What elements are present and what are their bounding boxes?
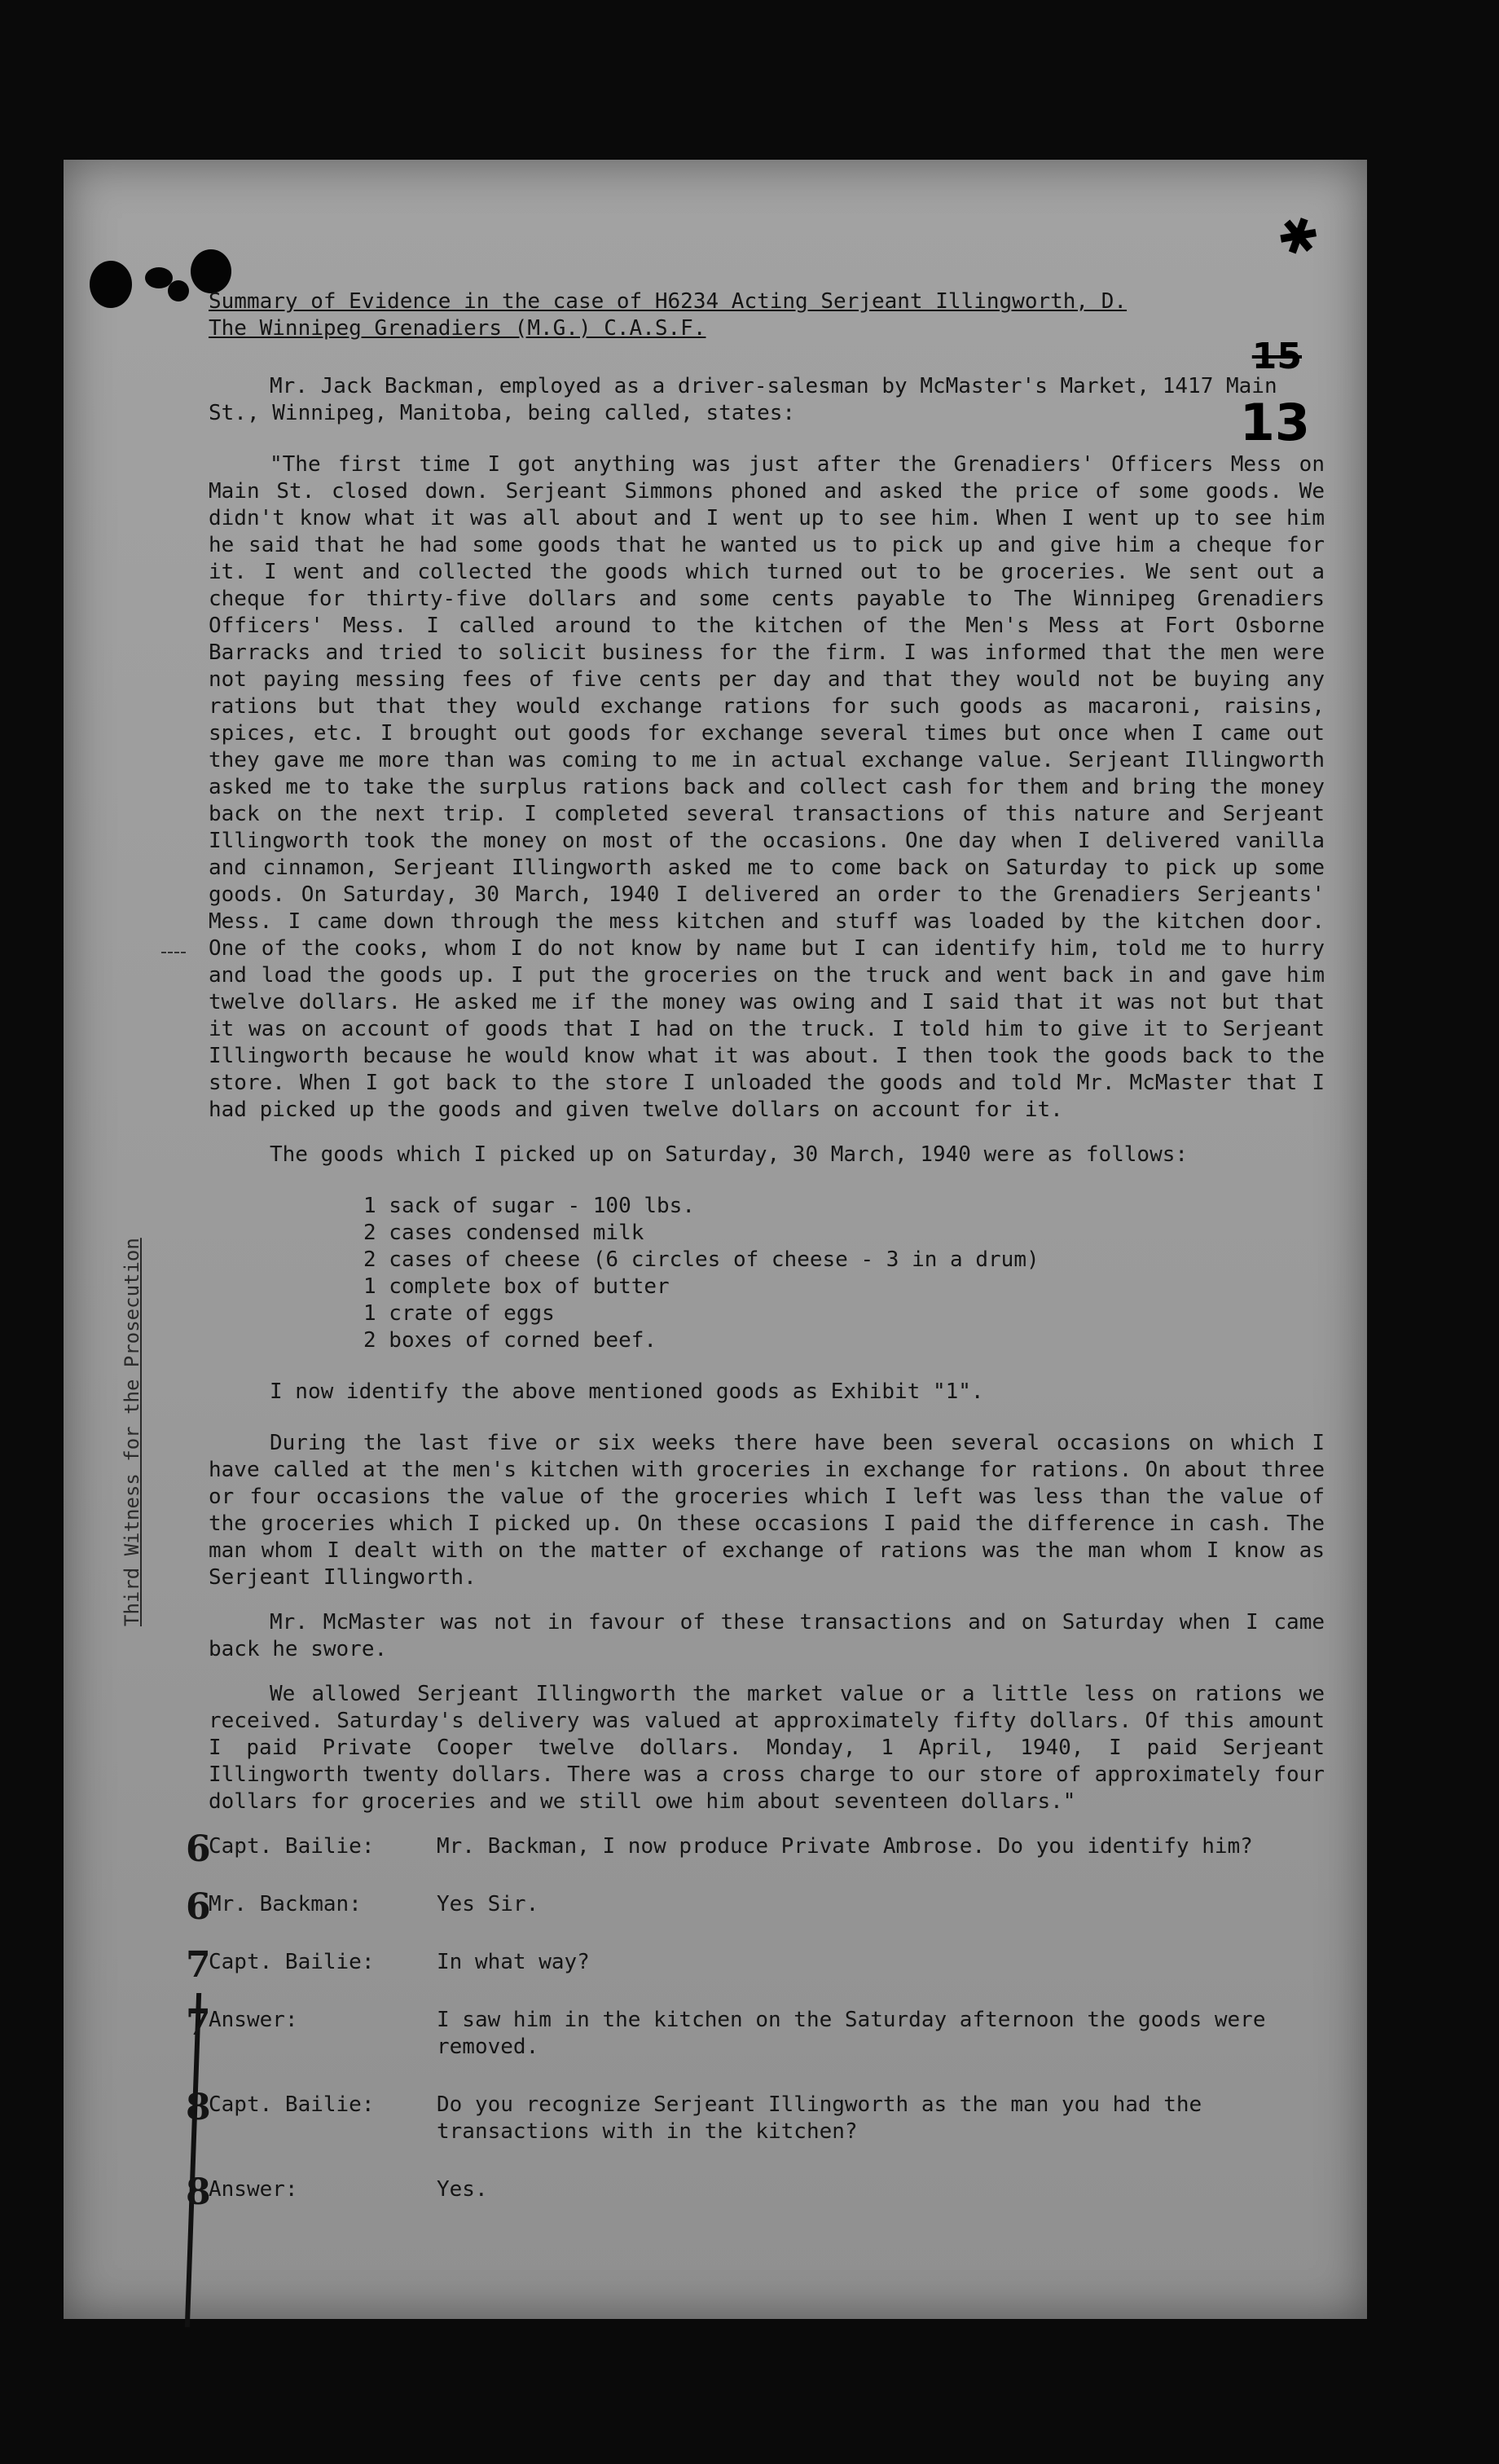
qa-speaker: Answer: [209,2008,298,2032]
margin-tick [161,952,186,953]
list-item: 2 cases of cheese (6 circles of cheese - 3 in a drum) [363,1247,1040,1272]
document-body [186,288,1325,2234]
document-title [209,288,1325,342]
qa-row [186,2171,1325,2213]
handwritten-star-mark: ✱ [1268,203,1327,271]
paragraph-payments: We allowed Serjeant Illingworth the market value or a little less on rations we received. Saturday's delivery was valued at approximately fifty dollars. Of this amount I paid Private Cooper twelve dollars. Monday, 1 April, 1940, I paid Serjeant Illingworth twenty dollars. There was a cross charge to our store of approximately four dollars for groceries and we still owe him about seventeen dollars." [209,1682,1325,1814]
title-line-2: The Winnipeg Grenadiers (M.G.) C.A.S.F. [209,316,706,341]
qa-text: Yes. [437,2177,488,2202]
side-note-text: Third Witness for the Prosecution [121,1238,143,1626]
goods-intro: The goods which I picked up on Saturday, 30 March, 1940 were as follows: [270,1142,1189,1167]
list-item: 1 sack of sugar - 100 lbs. [363,1194,695,1218]
exhibit-identification: I now identify the above mentioned goods as Exhibit "1". [270,1379,984,1404]
side-note [121,1040,153,1626]
qa-text: Do you recognize Serjeant Illingworth as the man you had the transactions with in the kitchen? [437,2092,1202,2144]
folio-number: 13 [1239,393,1310,452]
qa-speaker: Answer: [209,2177,298,2202]
list-item: 2 boxes of corned beef. [363,1328,657,1353]
qa-speaker: Capt. Bailie: [209,2092,375,2117]
handwritten-question-number: 7 [186,1944,211,1986]
handwritten-question-number: 7 [186,2002,211,2044]
qa-row [186,2002,1325,2061]
punch-hole [90,261,132,308]
qa-row [186,1886,1325,1928]
struck-folio-number: 15 [1251,336,1302,377]
punch-hole [168,280,189,301]
handwritten-question-number: 8 [186,2087,211,2128]
qa-speaker: Mr. Backman: [209,1892,362,1916]
witness-intro: Mr. Jack Backman, employed as a driver-salesman by McMaster's Market, 1417 Main St., Winnipeg, Manitoba, being called, states: [209,374,1277,425]
qa-row [186,1828,1325,1870]
goods-list [363,1193,1325,1354]
paragraph-mcmaster: Mr. McMaster was not in favour of these transactions and on Saturday when I came back he swore. [209,1610,1325,1661]
examination-transcript [186,1828,1325,2213]
qa-row [186,1944,1325,1986]
qa-text: In what way? [437,1950,590,1974]
witness-statement: "The first time I got anything was just after the Grenadiers' Officers Mess on Main St. closed down. Serjeant Simmons phoned and asked the price of some goods. We didn't know what it was all about and I went up to see him. When I went up to see him he said that he had some goods that he wanted us to pick up and give him a cheque for it. I went and collected the goods which turned out to be groceries. We sent out a cheque for thirty-five dollars and some cents payable to The Winnipeg Grenadiers Officers' Mess. I called around to the kitchen of the Men's Mess at Fort Osborne Barracks and tried to solicit business for the firm. I was informed that the men were not paying messing fees of five cents per day and that they would not be buying any rations but that they would exchange rations for such goods as macaroni, raisins, spices, etc. I brought out goods for exchange several times but once when I came out they gave me more than was coming to me in actual exchange value. Serjeant Illingworth asked me to take the surplus rations back and collect cash for them and bring the money back on the next trip. I completed several transactions of this nature and Serjeant Illingworth took the money on most of the occasions. One day when I delivered vanilla and cinnamon, Serjeant Illingworth asked me to come back on Saturday to pick up some goods. On Saturday, 30 March, 1940 I delivered an order to the Grenadiers Serjeants' Mess. I came down through the mess kitchen and stuff was loaded by the kitchen door. One of the cooks, whom I do not know by name but I can identify him, told me to hurry and load the goods up. I put the groceries on the truck and went back in and gave him twelve dollars. He asked me if the money was owing and I said that it was not but that it was on account of goods that I had on the truck. I told him to give it to Serjeant Illingworth because he would know what it was about. I then took the goods back to the store. When I got back to the store I unloaded the goods and told Mr. McMaster that I had picked up the goods and given twelve dollars on account for it. [209,452,1325,1122]
list-item: 1 crate of eggs [363,1301,555,1326]
qa-text: Yes Sir. [437,1892,539,1916]
list-item: 1 complete box of butter [363,1274,670,1299]
qa-text: I saw him in the kitchen on the Saturday afternoon the goods were removed. [437,2008,1266,2059]
handwritten-question-number: 6 [186,1886,211,1928]
qa-speaker: Capt. Bailie: [209,1834,375,1859]
paragraph-exchanges: During the last five or six weeks there have been several occasions on which I have called at the men's kitchen with groceries in exchange for rations. On about three or four occasions the value of the groceries which I left was less than the value of the groceries which I picked up. On these occasions I paid the difference in cash. The man whom I dealt with on the matter of exchange of rations was the man whom I know as Serjeant Illingworth. [209,1431,1325,1590]
qa-speaker: Capt. Bailie: [209,1950,375,1974]
title-line-1: Summary of Evidence in the case of H6234 Acting Serjeant Illingworth, D. [209,289,1128,314]
qa-row [186,2087,1325,2145]
handwritten-question-number: 6 [186,1828,211,1870]
punch-hole [191,249,231,293]
list-item: 2 cases condensed milk [363,1221,644,1245]
document-page [64,160,1367,2319]
qa-text: Mr. Backman, I now produce Private Ambrose. Do you identify him? [437,1834,1253,1859]
handwritten-question-number: 8 [186,2171,211,2213]
